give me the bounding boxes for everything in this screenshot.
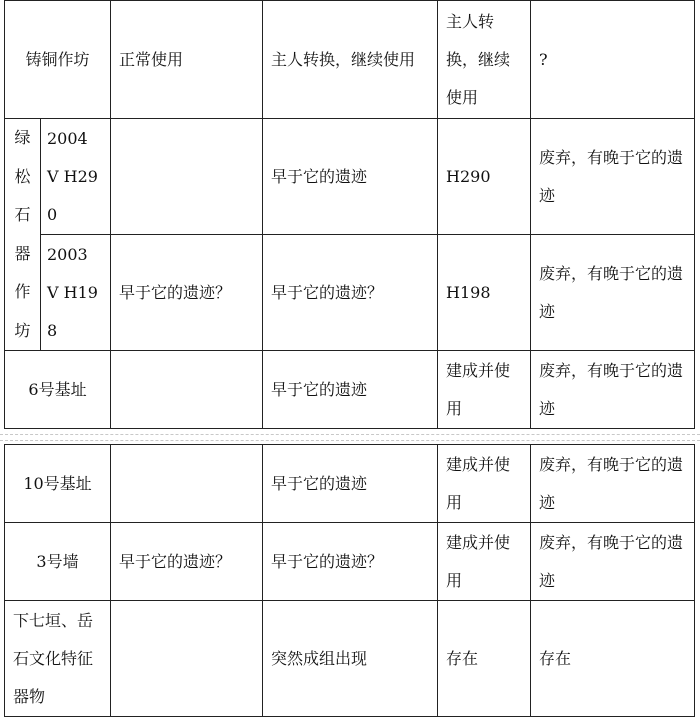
header-unknown: ? — [531, 1, 695, 119]
cell: 早于它的遗迹？ — [111, 235, 263, 351]
cell: 废弃，有晚于它的遗迹 — [531, 119, 695, 235]
sub-label: 2003 V H198 — [41, 235, 111, 351]
cell: 废弃，有晚于它的遗迹 — [531, 235, 695, 351]
cell: 建成并使用 — [438, 445, 531, 523]
cell — [111, 351, 263, 429]
cell: 突然成组出现 — [263, 601, 438, 717]
table-row — [5, 445, 695, 523]
cell: 早于它的遗迹 — [263, 351, 438, 429]
table-row — [5, 601, 695, 717]
cell: 早于它的遗迹 — [263, 119, 438, 235]
cell — [111, 445, 263, 523]
page-break-line-1 — [0, 434, 700, 435]
row-label: 3号墙 — [5, 523, 111, 601]
cell: 建成并使用 — [438, 351, 531, 429]
cell: 存在 — [531, 601, 695, 717]
table-part-2 — [4, 444, 695, 717]
cell: 存在 — [438, 601, 531, 717]
header-owner-change: 主人转换，继续使用 — [263, 1, 438, 119]
cell: 建成并使用 — [438, 523, 531, 601]
table-row — [5, 235, 695, 351]
cell: 废弃，有晚于它的遗迹 — [531, 351, 695, 429]
header-owner-change-2: 主人转换，继续使用 — [438, 1, 531, 119]
row-label: 10号基址 — [5, 445, 111, 523]
cell: 早于它的遗迹？ — [263, 523, 438, 601]
row-label: 下七垣、岳石文化特征器物 — [5, 601, 111, 717]
header-normal-use: 正常使用 — [111, 1, 263, 119]
page-break-line-2 — [0, 440, 700, 441]
cell: 废弃，有晚于它的遗迹 — [531, 445, 695, 523]
cell — [111, 119, 263, 235]
table-row — [5, 351, 695, 429]
table-row — [5, 523, 695, 601]
cell — [111, 601, 263, 717]
cell: 废弃，有晚于它的遗迹 — [531, 523, 695, 601]
cell: 早于它的遗迹？ — [111, 523, 263, 601]
row-label: 6号基址 — [5, 351, 111, 429]
group-label-turquoise-workshop: 绿松石器作坊 — [5, 119, 41, 351]
header-workshop: 铸铜作坊 — [5, 1, 111, 119]
cell: 早于它的遗迹？ — [263, 235, 438, 351]
cell: H198 — [438, 235, 531, 351]
cell: H290 — [438, 119, 531, 235]
table-row — [5, 119, 695, 235]
table-part-1 — [4, 0, 695, 429]
cell: 早于它的遗迹 — [263, 445, 438, 523]
table-header-row — [5, 1, 695, 119]
sub-label: 2004 V H290 — [41, 119, 111, 235]
